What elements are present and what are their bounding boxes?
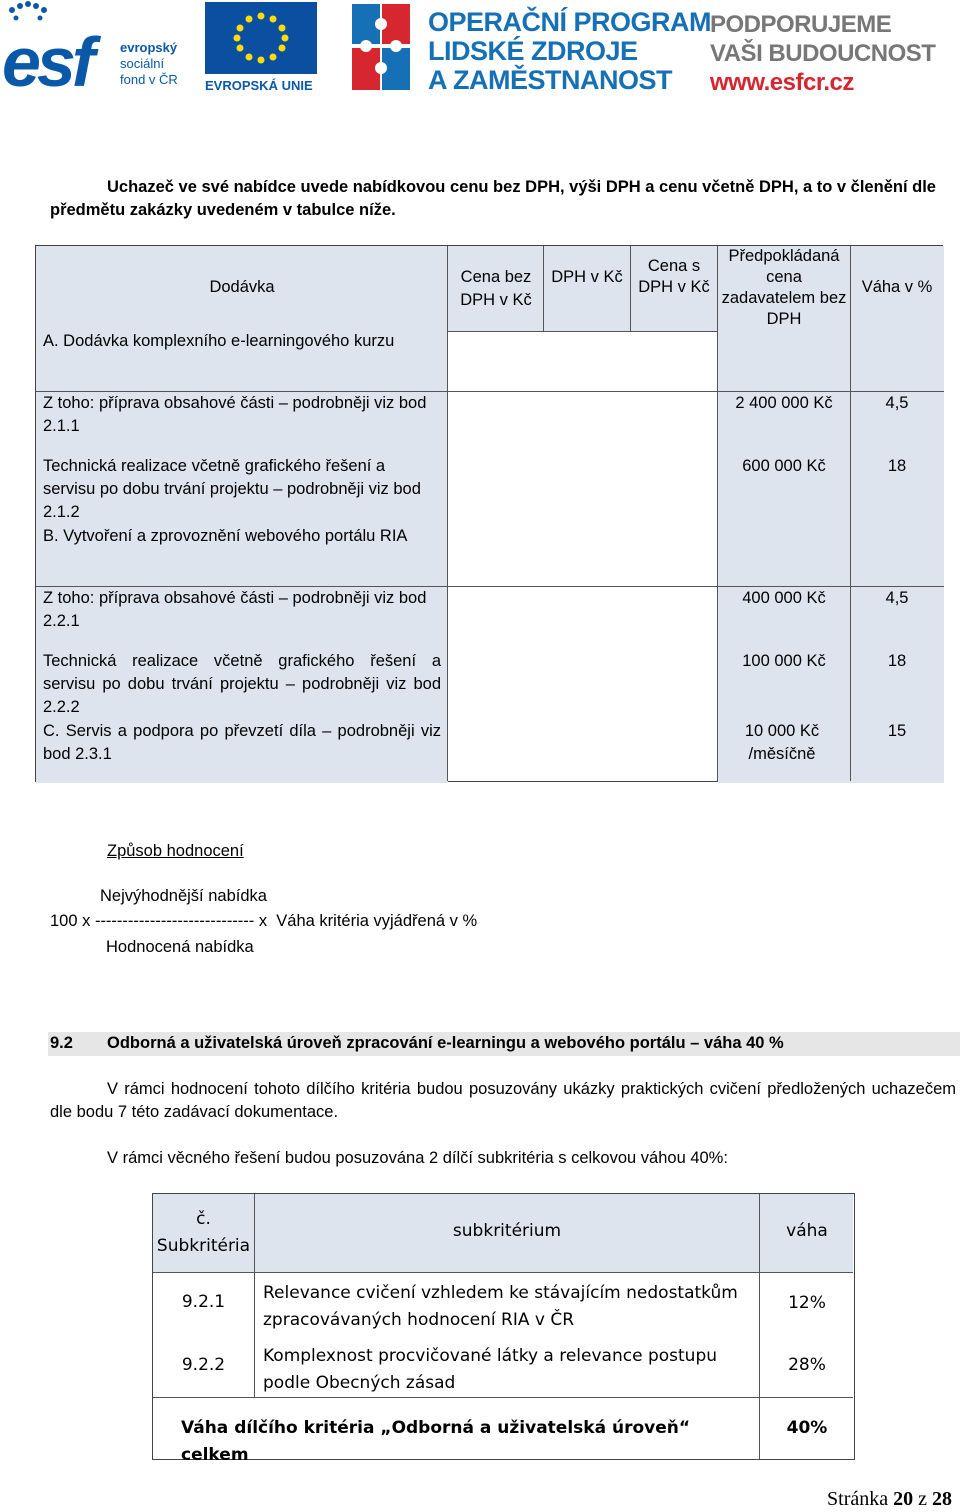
sub-row-text-1: Relevance cvičení vzhledem ke stávajícím nedostatkům zpracovávaných hodnocení RIA v ČR (263, 1283, 738, 1330)
row-label-c: C. Servis a podpora po převzetí díla – podrobněji viz bod 2.3.1 (43, 722, 441, 763)
footer-page-number: 20 (893, 1488, 914, 1510)
section-paragraph-1: V rámci hodnocení tohoto dílčího kritéria budou posuzovány ukázky praktických cvičení předložených uchazečem dle bodu 7 této zadávací dokumentace. (50, 1080, 956, 1121)
eu-flag-icon (205, 2, 317, 74)
weight-c: 15 (887, 722, 907, 740)
sub-header-subkriterium: subkritérium (452, 1221, 562, 1241)
esf-caption-line3: fond v ČR (120, 72, 178, 87)
row-label-a1: Z toho: příprava obsahové části – podrobněji viz bod 2.1.1 (43, 394, 427, 435)
esf-caption-line2: sociální (120, 56, 165, 71)
sub-total-label: Váha dílčího kritéria „Odborná a uživatelská úroveň“ celkem (181, 1418, 691, 1465)
row-label-b1: Z toho: příprava obsahové části – podrobněji viz bod 2.2.1 (43, 589, 427, 630)
footer-total-pages: 28 (932, 1488, 952, 1510)
weight-b2: 18 (887, 652, 907, 670)
sub-row-no-2: 9.2.2 (181, 1355, 226, 1375)
op-line2: LIDSKÉ ZDROJE (428, 36, 638, 66)
evaluation-title: Způsob hodnocení (107, 842, 244, 860)
sub-row-weight-1: 12% (788, 1293, 826, 1313)
puzzle-icon (350, 2, 412, 92)
formula-denominator: Hodnocená nabídka (106, 938, 254, 956)
price-table (35, 245, 943, 782)
sub-header-vaha: váha (786, 1221, 828, 1241)
weight-b1: 4,5 (885, 589, 909, 607)
header-dodavka: Dodávka (209, 278, 275, 296)
row-label-b2: Technická realizace včetně grafického řešení a servisu po dobu trvání projektu – podrobněji viz bod 2.2.2 (43, 652, 441, 716)
sub-row-text-2: Komplexnost procvičované látky a relevance postupu podle Obecných zásad (263, 1346, 718, 1393)
row-label-a2: Technická realizace včetně grafického řešení a servisu po dobu trvání projektu – podrobněji viz bod 2.1.2 (43, 457, 421, 521)
op-title (428, 8, 711, 95)
formula-line: 100 x ----------------------------- x Váha kritéria vyjádřená v % (50, 912, 478, 930)
header-cena-s-dph: Cena s DPH v Kč (638, 257, 710, 296)
header-cena-bez-dph: Cena bez DPH v Kč (460, 268, 532, 309)
subcriteria-table (152, 1193, 855, 1465)
page-footer (827, 1488, 952, 1511)
sub-total-value: 40% (786, 1418, 828, 1438)
header-dph: DPH v Kč (551, 268, 623, 286)
section-title: Odborná a uživatelská úroveň zpracování e-learningu a webového portálu – váha 40 % (107, 1034, 784, 1052)
header-predpokladana-cena: Předpokládaná cena zadavatelem bez DPH (721, 247, 847, 328)
formula-numerator: Nejvýhodnější nabídka (100, 887, 267, 905)
sub-header-cislo: č. Subkritéria (156, 1209, 251, 1256)
price-c: 10 000 Kč /měsíčně (744, 722, 820, 763)
esf-url-link[interactable]: www.esfcr.cz (710, 69, 854, 96)
section-paragraph-2: V rámci věcného řešení budou posuzována 2 dílčí subkritéria s celkovou váhou 40%: (107, 1149, 728, 1167)
price-b2: 100 000 Kč (742, 652, 826, 670)
price-a2: 600 000 Kč (742, 457, 826, 475)
op-line3: A ZAMĚSTNANOST (428, 65, 672, 95)
footer-of: z (918, 1488, 927, 1510)
intro-paragraph: Uchazeč ve své nabídce uvede nabídkovou cenu bez DPH, výši DPH a cenu včetně DPH, a to v členění dle předmětu zakázky uvedeném v tabulce níže. (50, 178, 936, 219)
slogan-line2: VAŠI BUDOUCNOST (710, 40, 936, 67)
sub-row-weight-2: 28% (788, 1355, 826, 1375)
price-b1: 400 000 Kč (742, 589, 826, 607)
row-label-b: B. Vytvoření a zprovoznění webového portálu RIA (43, 527, 408, 545)
section-number: 9.2 (50, 1034, 73, 1052)
price-a1: 2 400 000 Kč (735, 394, 833, 412)
esf-caption-line1: evropský (120, 40, 178, 55)
op-line1: OPERAČNÍ PROGRAM (428, 7, 712, 37)
weight-a2: 18 (887, 457, 907, 475)
sub-row-no-1: 9.2.1 (181, 1292, 226, 1312)
support-slogan (710, 10, 935, 97)
header-vaha: Váha v % (861, 278, 933, 296)
footer-prefix: Stránka (827, 1488, 889, 1510)
esf-wordmark: esf (2, 23, 92, 101)
row-label-a: A. Dodávka komplexního e-learningového kurzu (43, 332, 395, 350)
esf-caption (120, 40, 178, 88)
weight-a1: 4,5 (885, 394, 909, 412)
eu-label: EVROPSKÁ UNIE (205, 78, 313, 93)
slogan-line1: PODPORUJEME (710, 11, 892, 38)
